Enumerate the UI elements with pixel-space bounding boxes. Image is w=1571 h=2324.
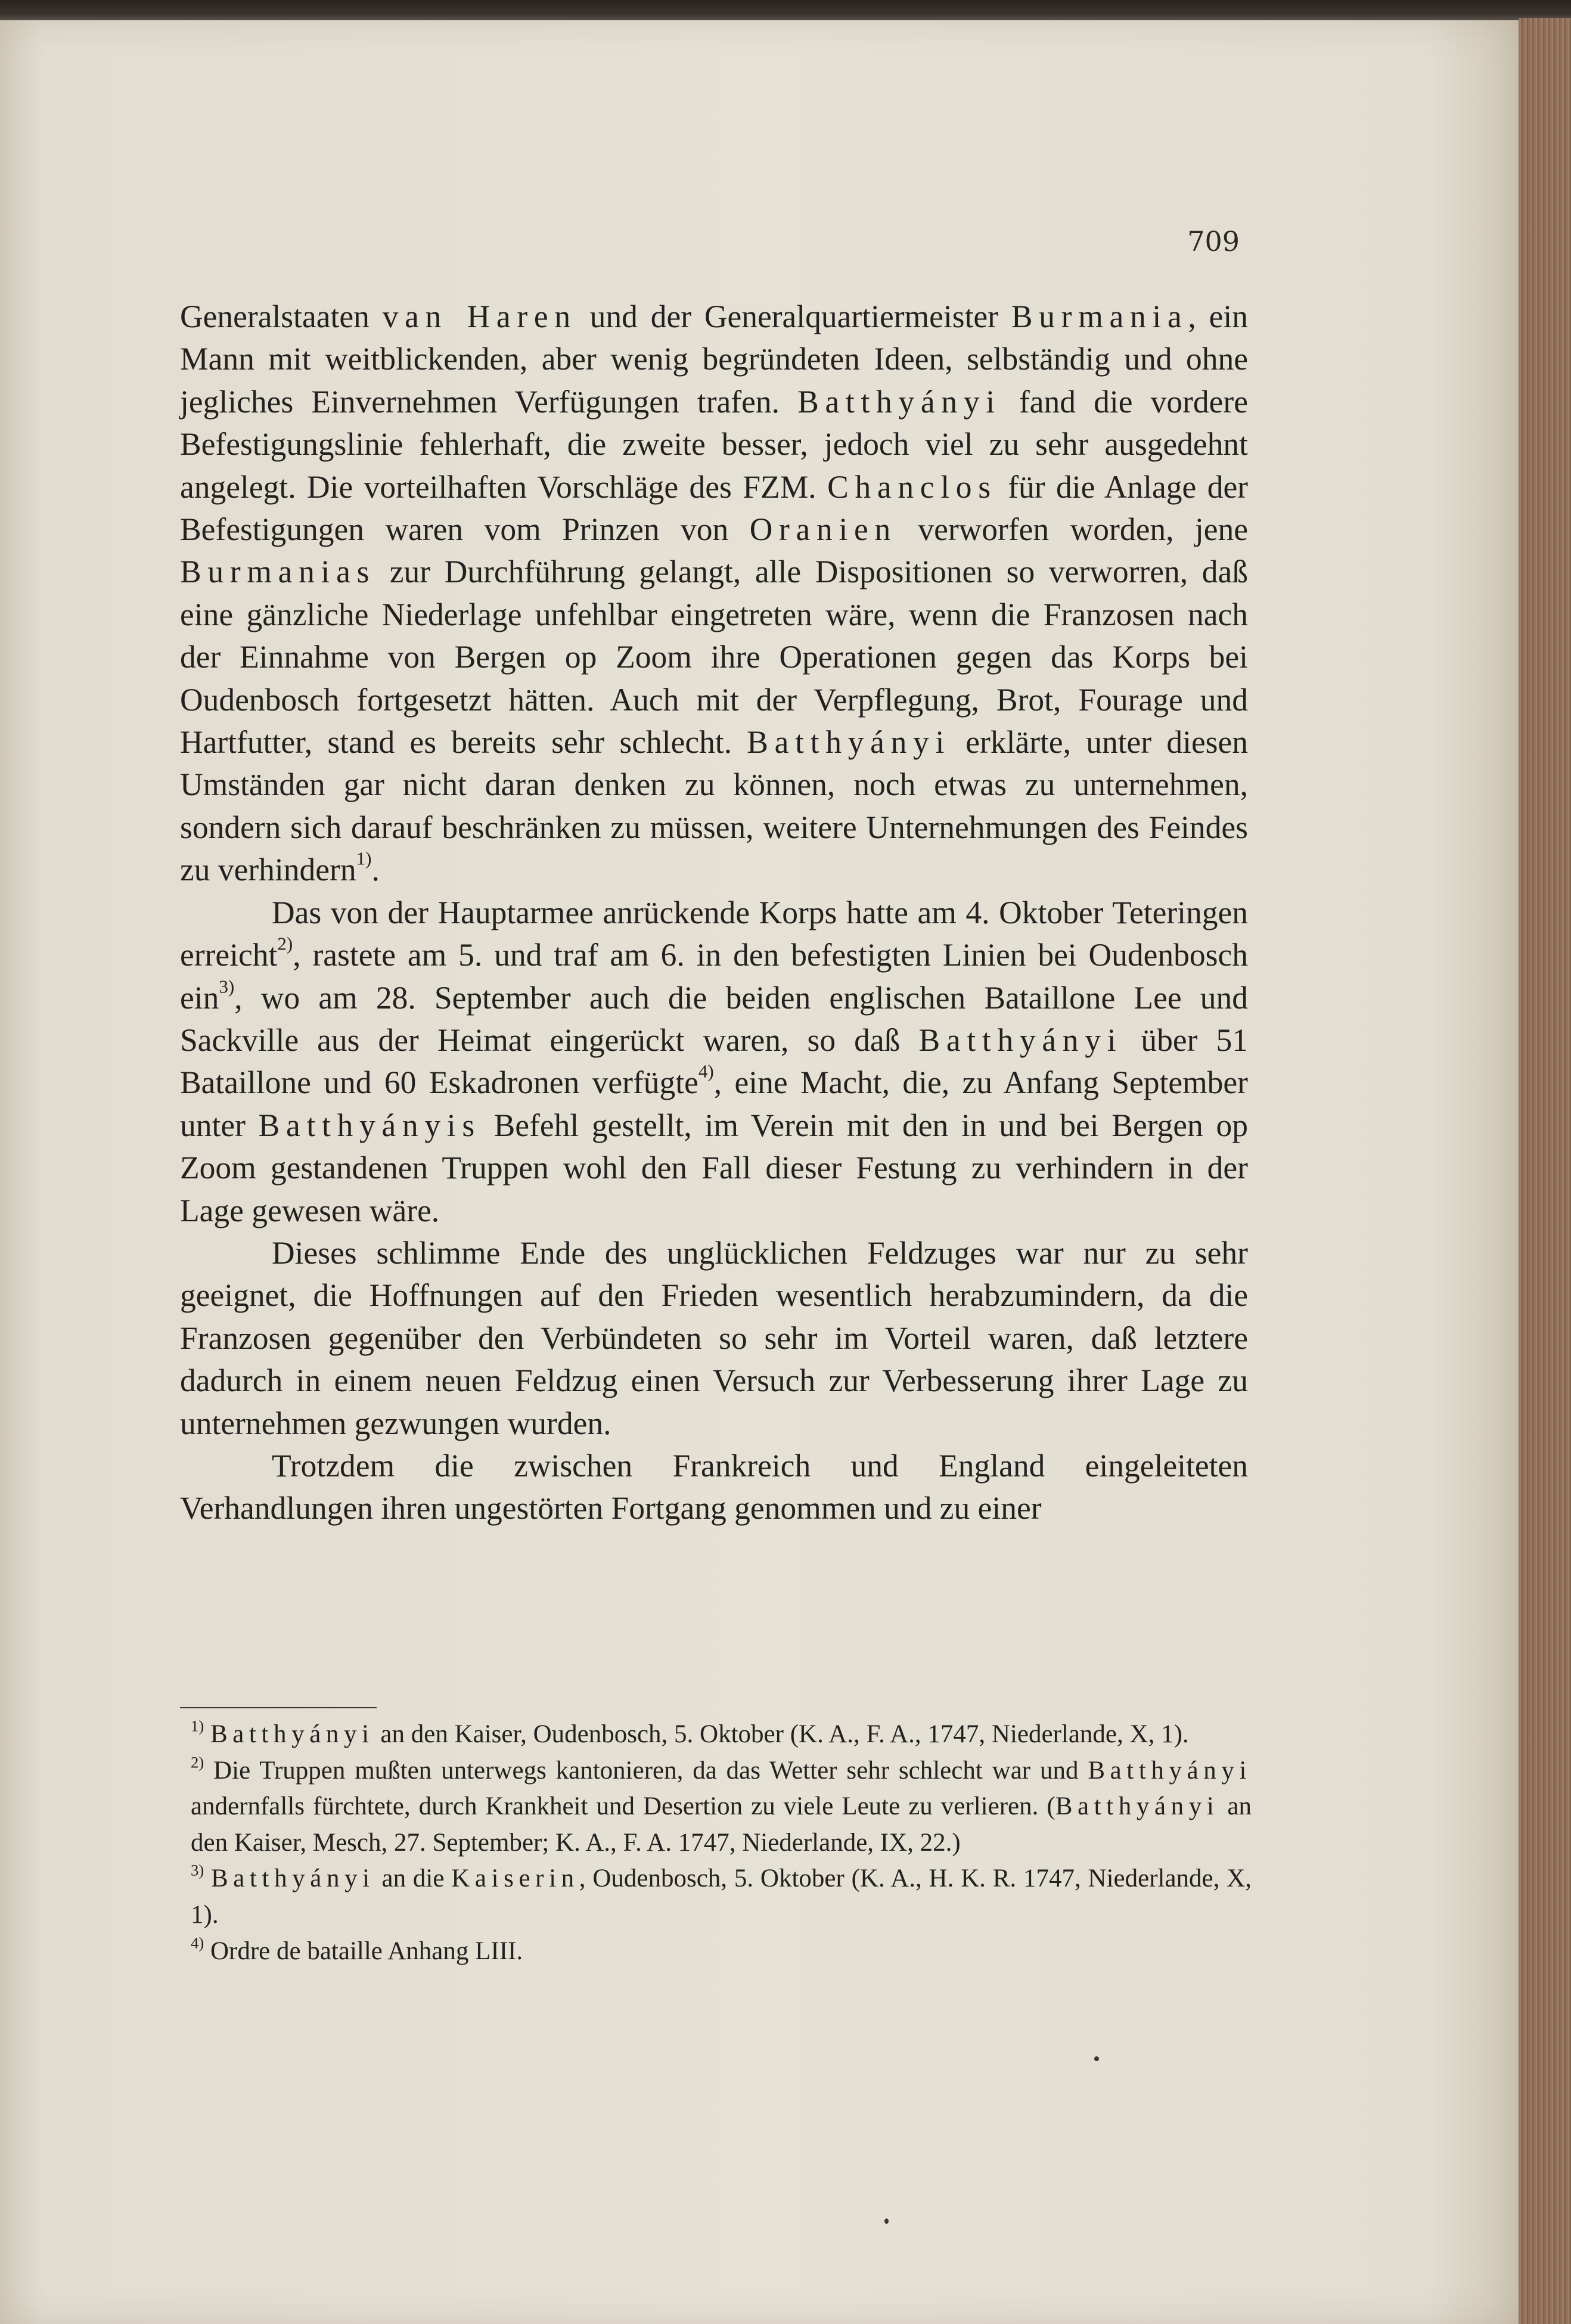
text-run: Die Truppen mußten unterwegs kantonieren, da das Wetter sehr schlecht war und	[213, 1756, 1088, 1785]
text-run: verworfen worden, jene	[896, 511, 1248, 548]
spaced-name: Chanclos	[827, 468, 997, 505]
footnote-marker: 3)	[191, 1861, 204, 1879]
spaced-name: Batthyányi	[918, 1022, 1123, 1058]
text-run: an die	[374, 1864, 452, 1893]
text-run: , eine Macht, die, zu Anfang September unter	[180, 1065, 1248, 1143]
spaced-name: Batthyányi	[1088, 1756, 1252, 1785]
spaced-name: Batthyányi	[747, 724, 951, 761]
spaced-name: Burmanias	[180, 554, 376, 590]
text-run: .	[371, 852, 380, 888]
text-run: Trotzdem die zwischen Frankreich und England eingeleiteten Verhandlungen ihren ungestörten Fortgang genommen und zu einer	[180, 1447, 1248, 1526]
footnote	[191, 1934, 1252, 1970]
text-run: an den Kaiser, Mesch, 27. September; K. A., F. A. 1747, Niederlande, IX, 22.)	[191, 1792, 1252, 1857]
footnote-reference: 4)	[698, 1060, 714, 1082]
text-run: und der Generalquartiermeister	[576, 299, 1011, 334]
text-run: , rastete am 5. und traf am 6. in den befestigten Linien bei Oudenbosch ein	[180, 937, 1248, 1016]
spaced-name: Batthyányi	[1055, 1792, 1219, 1821]
book-page-edges	[1519, 18, 1571, 2324]
spaced-name: Batthyányi	[211, 1864, 375, 1893]
text-run: Ordre de bataille Anhang LIII.	[210, 1937, 523, 1965]
footnote	[191, 1861, 1252, 1933]
paragraph-p3	[180, 1232, 1248, 1445]
scan-top-border	[0, 0, 1571, 20]
spaced-name: Burmania	[1011, 299, 1188, 334]
text-run: , ein Mann mit weitblickenden, aber wenig begründeten Ideen, selbständig und ohne jegliches Einvernehmen Verfügungen trafen.	[180, 299, 1248, 420]
footnote	[191, 1717, 1252, 1753]
footnote-marker: 4)	[191, 1933, 204, 1951]
footnote-marker: 1)	[191, 1717, 204, 1735]
page-number: 709	[1187, 225, 1240, 257]
footnote-reference: 1)	[356, 848, 372, 869]
text-run: Das von der Hauptarmee anrückende Korps hatte am 4. Oktober Teteringen erreicht	[180, 894, 1248, 973]
text-run: , Oudenbosch, 5. Oktober (K. A., H. K. R. 1747, Niederlande, X, 1).	[191, 1864, 1252, 1929]
footnote-rule	[180, 1707, 377, 1708]
body-text	[180, 296, 1248, 1530]
ink-speck	[1094, 2056, 1099, 2061]
text-run: erklärte, unter diesen Umständen gar nicht daran denken zu können, noch etwas zu unternehmen, sondern sich darauf beschränken zu müssen, weitere Unternehmungen des Feindes zu verhindern	[180, 724, 1249, 888]
footnote-reference: 2)	[277, 933, 293, 954]
ink-speck	[884, 2218, 889, 2224]
text-run: , wo am 28. September auch die beiden englischen Bataillone Lee und Sackville aus der Heimat eingerückt waren, so daß	[180, 979, 1248, 1058]
footnote-marker: 2)	[191, 1752, 204, 1771]
text-run: über 51 Bataillone und 60 Eskadronen verfügte	[180, 1022, 1249, 1101]
paragraph-p1	[180, 296, 1248, 892]
text-run: andernfalls fürchtete, durch Krankheit und Desertion zu viele Leute zu verlieren. (	[191, 1792, 1055, 1821]
text-run: an den Kaiser, Oudenbosch, 5. Oktober (K. A., F. A., 1747, Niederlande, X, 1).	[374, 1720, 1189, 1748]
text-run: Befehl gestellt, im Verein mit den in und bei Bergen op Zoom gestandenen Truppen wohl den Fall dieser Festung zu verhindern in der Lage gewesen wäre.	[180, 1107, 1248, 1228]
spaced-name: Batthyányi	[797, 383, 1001, 420]
spaced-name: van Haren	[382, 299, 577, 334]
paragraph-p2	[180, 892, 1248, 1232]
text-run: Dieses schlimme Ende des unglücklichen Feldzuges war nur zu sehr geeignet, die Hoffnungen auf den Frieden wesentlich herabzumindern, da die Franzosen gegenüber den Verbündeten so sehr im Vorteil waren, daß letztere dadurch in einem neuen Feldzug einen Versuch zur Verbesserung ihrer Lage zu unternehmen gezwungen wurden.	[180, 1234, 1248, 1441]
footnote-reference: 3)	[219, 976, 235, 997]
spaced-name: Batthyányi	[210, 1720, 374, 1748]
text-run: zur Durchführung gelangt, alle Dispositionen so verworren, daß eine gänzliche Niederlage unfehlbar eingetreten wäre, wenn die Franzosen nach der Einnahme von Bergen op Zoom ihre Operationen gegen das Korps bei Oudenbosch fortgesetzt hätten. Auch mit der Verpflegung, Brot, Fourage und Hartfutter, stand es bereits sehr schlecht.	[180, 554, 1248, 761]
spaced-name: Batthyányis	[258, 1107, 481, 1143]
spaced-name: Oranien	[749, 511, 897, 548]
text-run: Generalstaaten	[180, 299, 383, 334]
paragraph-p4	[180, 1445, 1248, 1530]
footnotes	[191, 1717, 1252, 1969]
spaced-name: Kaiserin	[451, 1864, 579, 1893]
text-run: fand die vordere Befestigungslinie fehlerhaft, die zweite besser, jedoch viel zu sehr ausgedehnt angelegt. Die vorteilhaften Vorschläge des FZM.	[180, 383, 1248, 505]
text-run: für die Anlage der Befestigungen waren vom Prinzen von	[180, 468, 1248, 548]
footnote	[191, 1753, 1252, 1861]
